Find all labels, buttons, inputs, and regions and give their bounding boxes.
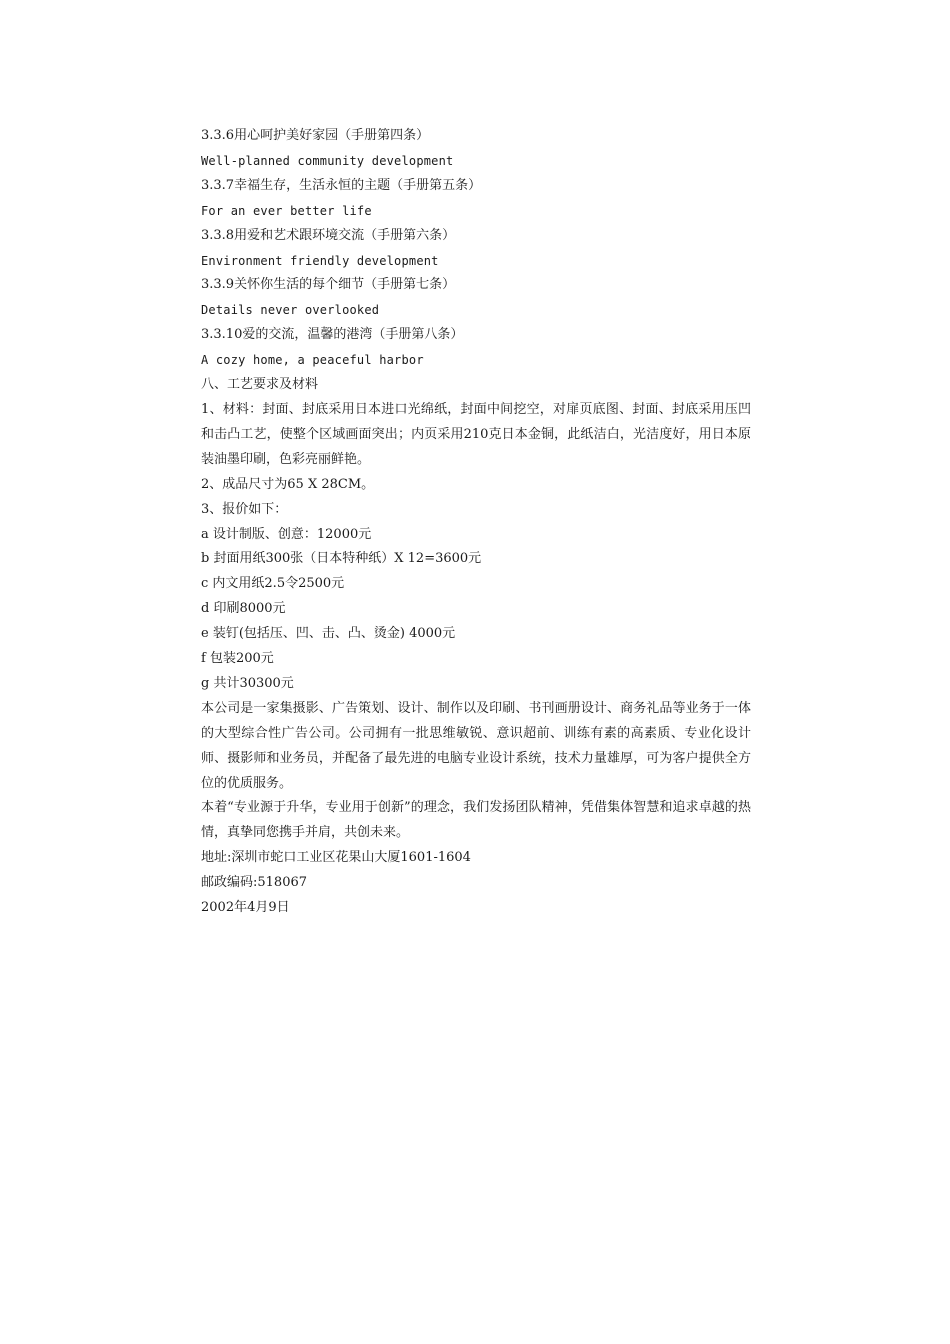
address-line: 地址:深圳市蛇口工业区花果山大厦1601-1604 [201, 850, 471, 866]
philosophy-paragraph: 本着“专业源于升华，专业用于创新”的理念，我们发扬团队精神，凭借集体智慧和追求卓越的热情，真挚同您携手并肩，共创未来。 [201, 800, 751, 841]
section-3-3-8-english: Environment friendly development [201, 253, 439, 268]
quote-item: b 封面用纸300张（日本特种纸）X 12=3600元 [201, 551, 482, 567]
section-3-3-9-english: Details never overlooked [201, 303, 380, 318]
quote-item: f 包装200元 [201, 651, 274, 667]
material-paragraph: 1、材料：封面、封底采用日本进口光绵纸，封面中间挖空，对扉页底图、封面、封底采用压凹和击凸工艺，使整个区域画面突出；内页采用210克日本金铜，此纸洁白，光洁度好，用日本原装油墨印刷，色彩亮丽鲜艳。 [201, 401, 751, 467]
section-3-3-7-heading: 3.3.7幸福生存，生活永恒的主题（手册第五条） [201, 177, 482, 193]
craft-heading: 八、工艺要求及材料 [201, 377, 319, 393]
section-3-3-10-english: A cozy home, a peaceful harbor [201, 353, 424, 368]
section-3-3-6-english: Well-planned community development [201, 153, 454, 168]
quote-item: e 装钉(包括压、凹、击、凸、烫金) 4000元 [201, 626, 456, 642]
quote-total: g 共计30300元 [201, 675, 294, 691]
section-3-3-9-heading: 3.3.9关怀你生活的每个细节（手册第七条） [201, 277, 456, 293]
section-3-3-10-heading: 3.3.10爱的交流，温馨的港湾（手册第八条） [201, 327, 464, 343]
quote-heading: 3、报价如下： [201, 501, 288, 517]
quote-item: a 设计制版、创意：12000元 [201, 526, 372, 542]
quote-item: d 印刷8000元 [201, 601, 286, 617]
date-line: 2002年4月9日 [201, 900, 290, 916]
postcode-line: 邮政编码:518067 [201, 875, 308, 891]
quote-item: c 内文用纸2.5令2500元 [201, 576, 345, 592]
size-line: 2、成品尺寸为65 X 28CM。 [201, 476, 375, 492]
company-paragraph: 本公司是一家集摄影、广告策划、设计、制作以及印刷、书刊画册设计、商务礼品等业务于一体的大型综合性广告公司。公司拥有一批思维敏锐、意识超前、训练有素的高素质、专业化设计师、摄影师和业务员，并配备了最先进的电脑专业设计系统，技术力量雄厚，可为客户提供全方位的优质服务。 [201, 700, 751, 791]
section-3-3-7-english: For an ever better life [201, 203, 372, 218]
document-page [201, 124, 751, 921]
section-3-3-6-heading: 3.3.6用心呵护美好家园（手册第四条） [201, 128, 430, 143]
section-3-3-8-heading: 3.3.8用爱和艺术跟环境交流（手册第六条） [201, 227, 456, 243]
